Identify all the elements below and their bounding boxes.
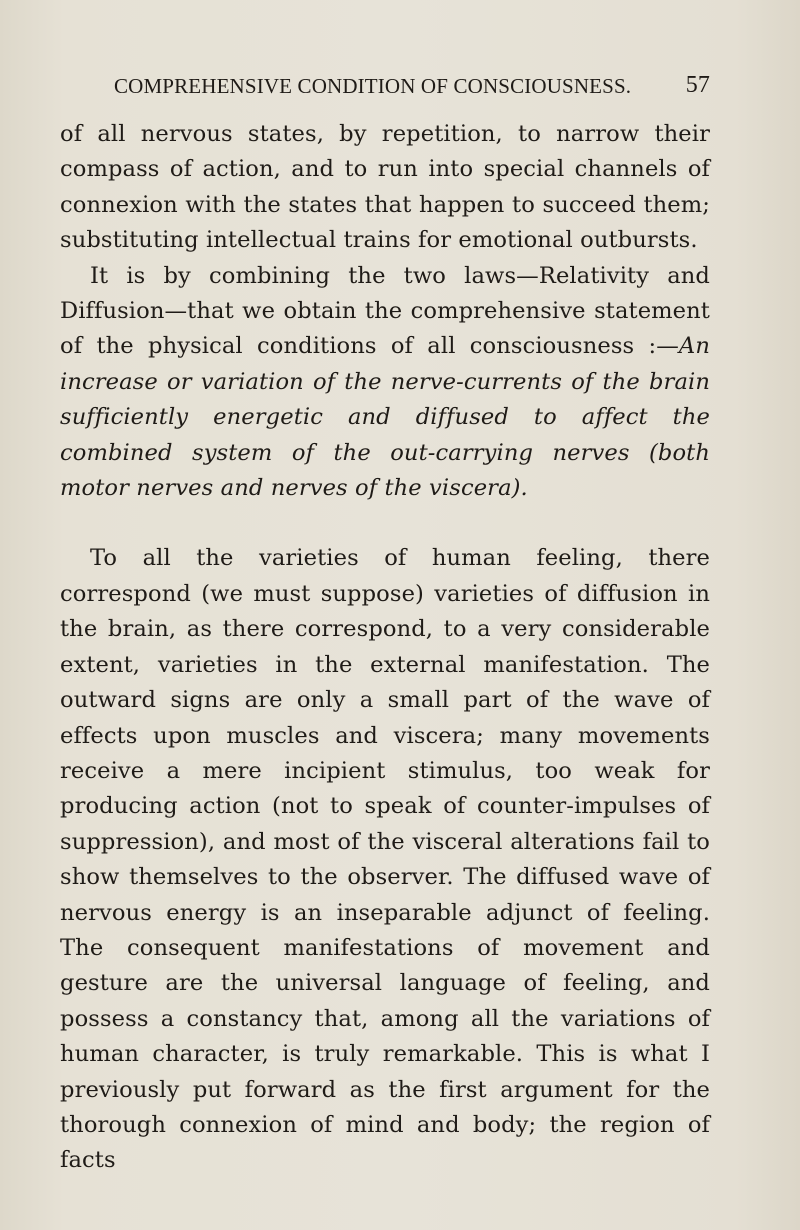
page-number: 57 bbox=[685, 72, 710, 98]
running-head-title: COMPREHENSIVE CONDITION OF CONSCIOUSNESS. bbox=[114, 74, 632, 98]
paragraph-laws-statement: An increase or variation of the nerve-currents of the brain sufficiently energetic and diffused to affect the combined system of the out-carrying nerves (both motor nerves and nerves of the viscera). bbox=[60, 333, 710, 502]
paragraph-laws-intro: It is by combining the two laws—Relativity and Diffusion—that we obtain the comprehensive statement of the physical conditions of all consciousness :— bbox=[60, 262, 710, 360]
paragraph-laws bbox=[60, 259, 710, 507]
paragraph-continued: of all nervous states, by repetition, to narrow their compass of action, and to run into special channels of connexion with the states that happen to succeed them; substituting intellectual trains for emotional outbursts. bbox=[60, 121, 710, 254]
body-text bbox=[60, 117, 710, 1179]
running-head bbox=[114, 74, 710, 100]
paragraph-varieties: To all the varieties of human feeling, there correspond (we must suppose) varieties of diffusion in the brain, as there correspond, to a very considerable extent, varieties in the external manifestation. The outward signs are only a small part of the wave of effects upon muscles and viscera; many movements receive a mere incipient stimulus, too weak for producing action (not to speak of counter-impulses of suppression), and most of the visceral alterations fail to show themselves to the observer. The diffused wave of nervous energy is an inseparable adjunct of feeling. The consequent manifestations of movement and gesture are the universal language of feeling, and possess a constancy that, among all the variations of human character, is truly remarkable. This is what I previously put forward as the first argument for the thorough connexion of mind and body; the region of facts bbox=[60, 545, 710, 1174]
